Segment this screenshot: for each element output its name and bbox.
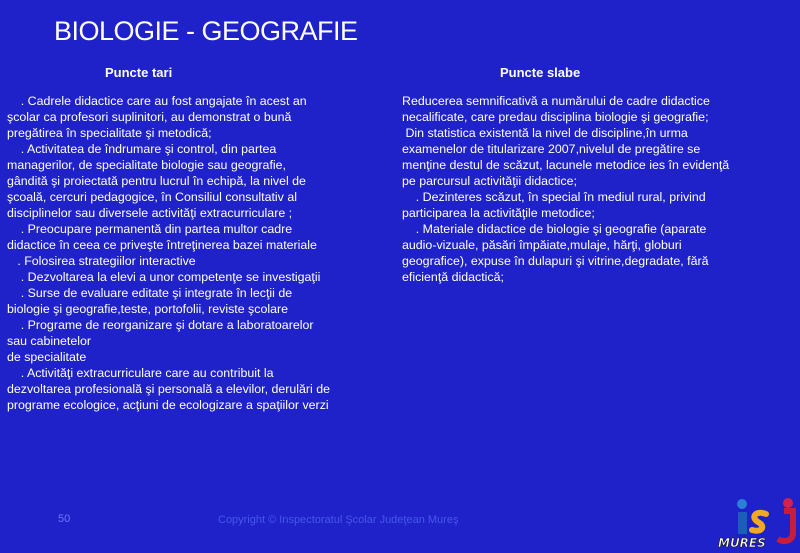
copyright-text: Copyright © Inspectoratul Şcolar Judeţean Mureş [218,514,459,526]
logo-wordmark: MURES [718,536,766,550]
strengths-heading: Puncte tari [105,65,173,80]
isj-mures-logo-icon [712,497,796,551]
weaknesses-text: Reducerea semnificativă a numărului de cadre didactice necalificate, care predau disciplina biologie şi geografie; Din statistica existentă la nivel de discipline,în urma examenelor de titularizare 2007,nivelul de pregătire se menţine destul de scăzut, lacunele metodice ies în evidenţă pe parcursul activităţii didactice; . Dezinteres scăzut, în special în mediul rural, privind participarea la activităţile metodice; . Materiale didactice de biologie şi geografie (aparate audio-vizuale, păsări împăiate,mulaje, hărţi, globuri geografice), expuse în dulapuri şi vitrine,degradate, fără eficienţă didactică; [402,94,730,284]
weaknesses-heading: Puncte slabe [500,65,581,80]
strengths-text: . Cadrele didactice care au fost angajate în acest an şcolar ca profesori suplinitori, au demonstrat o bună pregătirea în specialitate şi metodică; . Activitatea de îndrumare şi control, din partea managerilor, de specialitate biologie sau geografie, gândită şi proiectată pentru lucrul în echipă, la nivel de şcoală, cercuri pedagogice, în Consiliul consultativ al disciplinelor sau diversele activităţi extracurriculare ; . Preocupare permanentă din partea multor cadre didactice în ceea ce priveşte întreţinerea bazei materiale . Folosirea strategiilor interactive . Dezvoltarea la elevi a unor competenţe se investigaţii . Surse de evaluare editate şi integrate în lecţii de biologie şi geografie,teste, portofolii, reviste şcolare . Programe de reorganizare şi dotare a laboratoarelor sau cabinetelor de specialitate . Activităţi extracurriculare care au contribuit la dezvoltarea profesională şi personală a elevilor, derulări de programe ecologice, acţiuni de ecologizare a spaţiilor verzi [7,94,331,412]
slide-title: BIOLOGIE - GEOGRAFIE [54,16,358,46]
page-number: 50 [58,513,71,525]
